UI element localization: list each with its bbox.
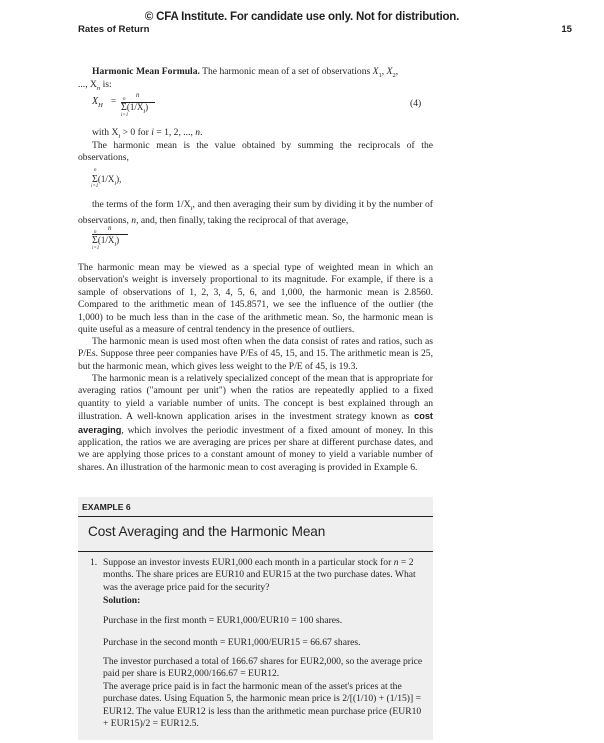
formula-denominator-close: ) bbox=[145, 102, 149, 112]
cost-averaging-term: cost averaging bbox=[78, 411, 433, 435]
question-text-b: = 2 months. The share prices are EUR10 and EUR15 at the two purchase dates. What was the average price paid for the security? bbox=[103, 557, 416, 593]
sum-expression-text: (1/X bbox=[97, 174, 115, 184]
recip-numerator: n bbox=[108, 224, 112, 232]
paragraph-2: The harmonic mean may be viewed as a special type of weighted mean in which an observation's weight is inversely proportional to its magnitude. For example, if there is a sample of observations of 1, 2, 3, 4, 5, 6, and 1,000, the harmonic mean is 2.8560. Compared to the arithmetic mean of 145.8571, we see the influence of the outlier (the 1,000) to be much less than in the case of the arithmetic mean. So, the harmonic mean is quite useful as a measure of central tendency in the presence of outliers. bbox=[78, 262, 433, 336]
sum3-lower: i=1 bbox=[92, 246, 100, 251]
sigma-symbol-2: Σ bbox=[92, 174, 98, 185]
example-tag: EXAMPLE 6 bbox=[82, 502, 131, 512]
sum-lower: i=1 bbox=[121, 113, 129, 118]
sum2-lower: i=1 bbox=[91, 184, 99, 189]
solution-label: Solution: bbox=[103, 595, 141, 606]
page-number: 15 bbox=[561, 24, 572, 35]
question-text bbox=[103, 557, 421, 594]
formula-heading: Harmonic Mean Formula. bbox=[92, 66, 200, 77]
paragraph-4 bbox=[78, 373, 433, 474]
p4a-text: The harmonic mean is a relatively specialized concept of the mean that is appropriate for averaging ratios ("amount per unit") when the ratios are repeatedly applied to a fixed quantity to yield a variable number of units. The concept is best explained through an illustration. A well-known application arises in the investment strategy known as bbox=[78, 373, 433, 423]
formula-numerator: n bbox=[136, 91, 140, 99]
formula-denominator-text: (1/X bbox=[126, 102, 144, 112]
example-title: Cost Averaging and the Harmonic Mean bbox=[88, 524, 326, 539]
formula-condition: with $X_i > 0$ for i = 1, 2, ..., n. bbox=[92, 127, 203, 140]
paragraph-1a: The harmonic mean is the value obtained by summing the reciprocals of the observations, bbox=[78, 140, 433, 164]
condition-text-c: = 1, 2, ..., bbox=[153, 127, 196, 138]
example-rule-2 bbox=[78, 551, 433, 552]
formula-lhs-sub: H bbox=[98, 102, 103, 109]
example-rule bbox=[78, 516, 433, 517]
paragraph-1b: the terms of the form $1/X_i$, and then averaging their sum by dividing it by the number of observations, n, and, then finally, taking the reciprocal of that average, bbox=[78, 199, 434, 227]
formula-lhs-x: X bbox=[92, 96, 99, 107]
watermark: © CFA Institute. For candidate use only. Not for distribution. bbox=[144, 11, 460, 23]
equation-number: (4) bbox=[410, 98, 422, 109]
running-head: Rates of Return bbox=[78, 24, 150, 35]
paragraph-3: The harmonic mean is used most often when the data consist of rates and ratios, such as P/Es. Suppose three peer companies have P/Es of 45, 15, and 15. The arithmetic mean is 25, but the harmonic mean, which gives less weight to the P/E of 45, is 19.3. bbox=[78, 336, 433, 372]
question-text-a: Suppose an investor invests EUR1,000 each month in a particular stock for bbox=[103, 557, 394, 568]
condition-text-b: > 0 for bbox=[120, 127, 152, 138]
p1d-text: , and, then finally, taking the reciprocal of that average, bbox=[136, 215, 349, 227]
sigma-symbol-3: Σ bbox=[92, 235, 98, 246]
recip-denominator-close: ) bbox=[116, 235, 120, 245]
condition-text: with X bbox=[92, 127, 119, 138]
solution-line-3: The investor purchased a total of 166.67 shares for EUR2,000, so the average price paid per share is EUR2,000/166.67 = EUR12. bbox=[103, 656, 423, 680]
condition-period: . bbox=[200, 127, 203, 138]
formula-denominator: $\Sigma(1/X_i)$ bbox=[121, 102, 149, 115]
formula-lhs bbox=[92, 96, 103, 109]
sigma-symbol: Σ bbox=[121, 102, 127, 113]
formula-intro-cont: ..., X bbox=[78, 79, 97, 90]
question-number: 1. bbox=[90, 557, 98, 568]
sum-expression-close: ), bbox=[116, 174, 122, 184]
solution-line-1: Purchase in the first month = EUR1,000/EUR10 = 100 shares. bbox=[103, 615, 343, 626]
formula-intro-line2: ..., $X_n$ is: bbox=[78, 79, 112, 92]
question-n: n bbox=[393, 557, 399, 568]
recip-denominator-text: (1/X bbox=[97, 235, 115, 245]
sum-upper: n bbox=[123, 97, 126, 102]
formula-intro-text: The harmonic mean of a set of observations bbox=[199, 66, 373, 77]
p1c-text: , and then averaging their sum by dividing it by the number of observations, bbox=[78, 199, 434, 227]
p1b-text: the terms of the form 1/X bbox=[92, 199, 191, 210]
p4b-text: , which involves the periodic investment of a fixed amount of money. In this application, the ratios we are averaging are prices per share at different purchase dates, and we are applying those prices to a constant amount of money to yield a variable number of shares. An illustration of the harmonic mean to cost averaging is provided in Example 6. bbox=[78, 424, 433, 473]
solution-line-2: Purchase in the second month = EUR1,000/EUR15 = 66.67 shares. bbox=[103, 637, 361, 648]
formula-equals: = bbox=[111, 96, 117, 106]
sum2-upper: n bbox=[94, 168, 97, 173]
sum-expression: $\Sigma(1/X_i)$, bbox=[92, 174, 122, 187]
formula-intro: Harmonic Mean Formula. The harmonic mean of a set of observations $X_1$, $X_2$, bbox=[92, 66, 399, 79]
sum3-upper: n bbox=[94, 230, 97, 235]
solution-line-4: The average price paid is in fact the harmonic mean of the asset's prices at the purchase dates. Using Equation 5, the harmonic mean price is 2/[(1/10) + (1/15)] = EUR12. The value EUR12 is less than the arithmetic mean purchase price (EUR10 + EUR15)/2 = EUR12.5. bbox=[103, 681, 422, 729]
recip-denominator: $\Sigma(1/X_i)$ bbox=[92, 235, 120, 248]
formula-intro-end: is: bbox=[100, 79, 112, 90]
